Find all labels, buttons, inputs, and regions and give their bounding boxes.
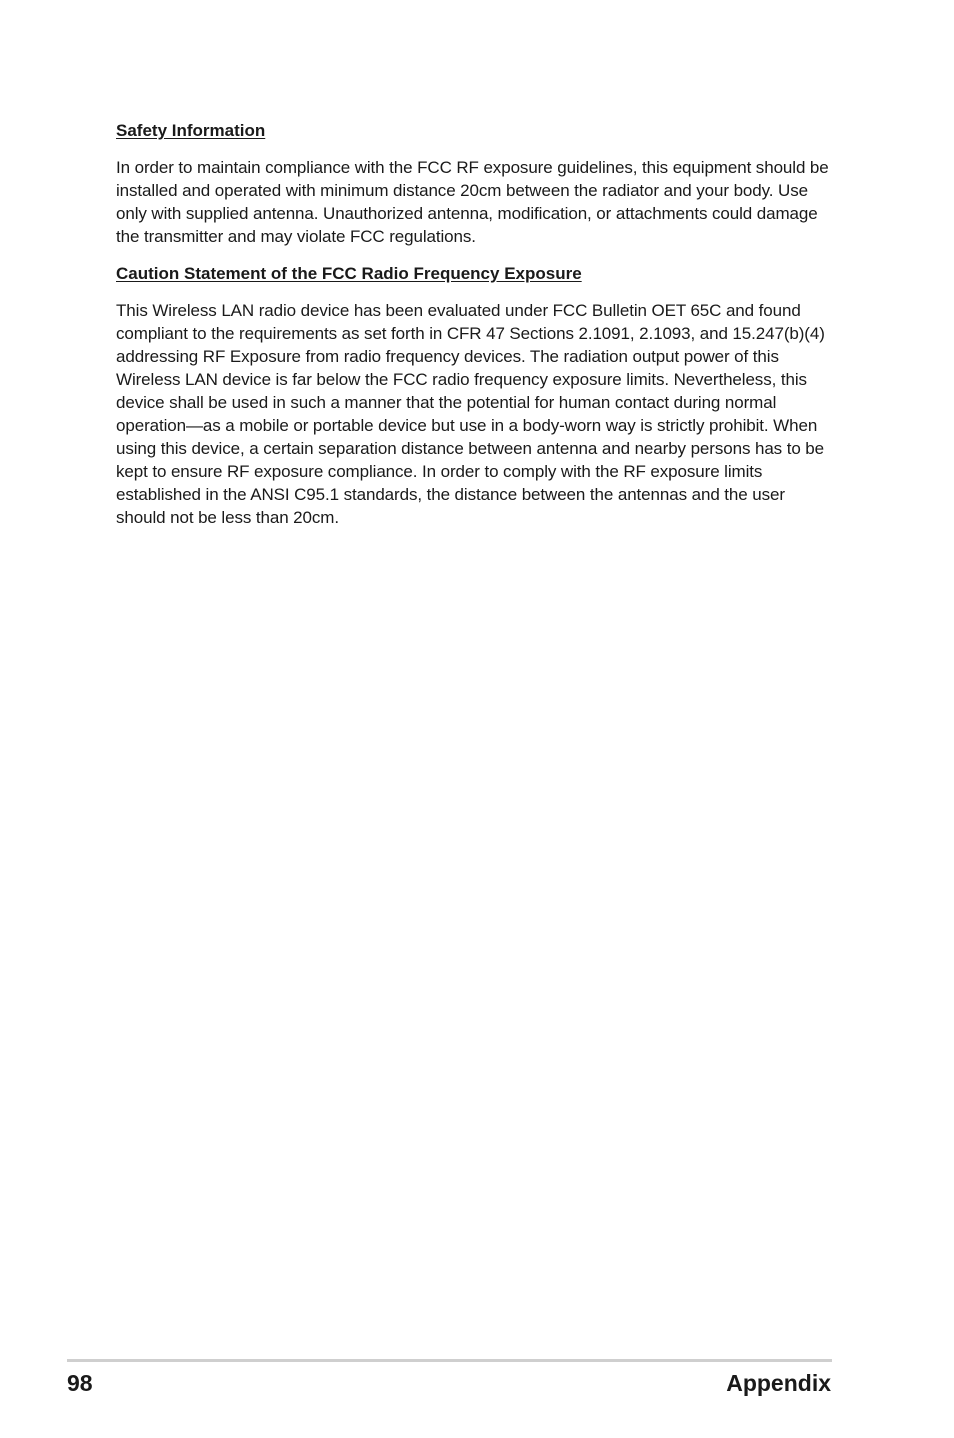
safety-information-heading: Safety Information [116,121,266,140]
footer-section-title: Appendix [726,1370,831,1396]
footer-divider [67,1359,832,1362]
rf-exposure-caution-heading: Caution Statement of the FCC Radio Frequency Exposure [116,264,582,283]
rf-exposure-caution-paragraph: This Wireless LAN radio device has been evaluated under FCC Bulletin OET 65C and found compliant to the requirements as set forth in CFR 47 Sections 2.1091, 2.1093, and 15.247(b)(4) addressing RF Exposure from radio frequency devices. The radiation output power of this Wireless LAN device is far below the FCC radio frequency exposure limits. Nevertheless, this device shall be used in such a manner that the potential for human contact during normal operation—as a mobile or portable device but use in a body-worn way is strictly prohibit. When using this device, a certain separation distance between antenna and nearby persons has to be kept to ensure RF exposure compliance. In order to comply with the RF exposure limits established in the ANSI C95.1 standards, the distance between the antennas and the user should not be less than 20cm. [116,301,825,527]
page-number: 98 [67,1370,93,1396]
page-content [116,119,832,543]
safety-information-paragraph: In order to maintain compliance with the FCC RF exposure guidelines, this equipment should be installed and operated with minimum distance 20cm between the radiator and your body. Use only with supplied antenna. Unauthorized antenna, modification, or attachments could damage the transmitter and may violate FCC regulations. [116,158,829,246]
